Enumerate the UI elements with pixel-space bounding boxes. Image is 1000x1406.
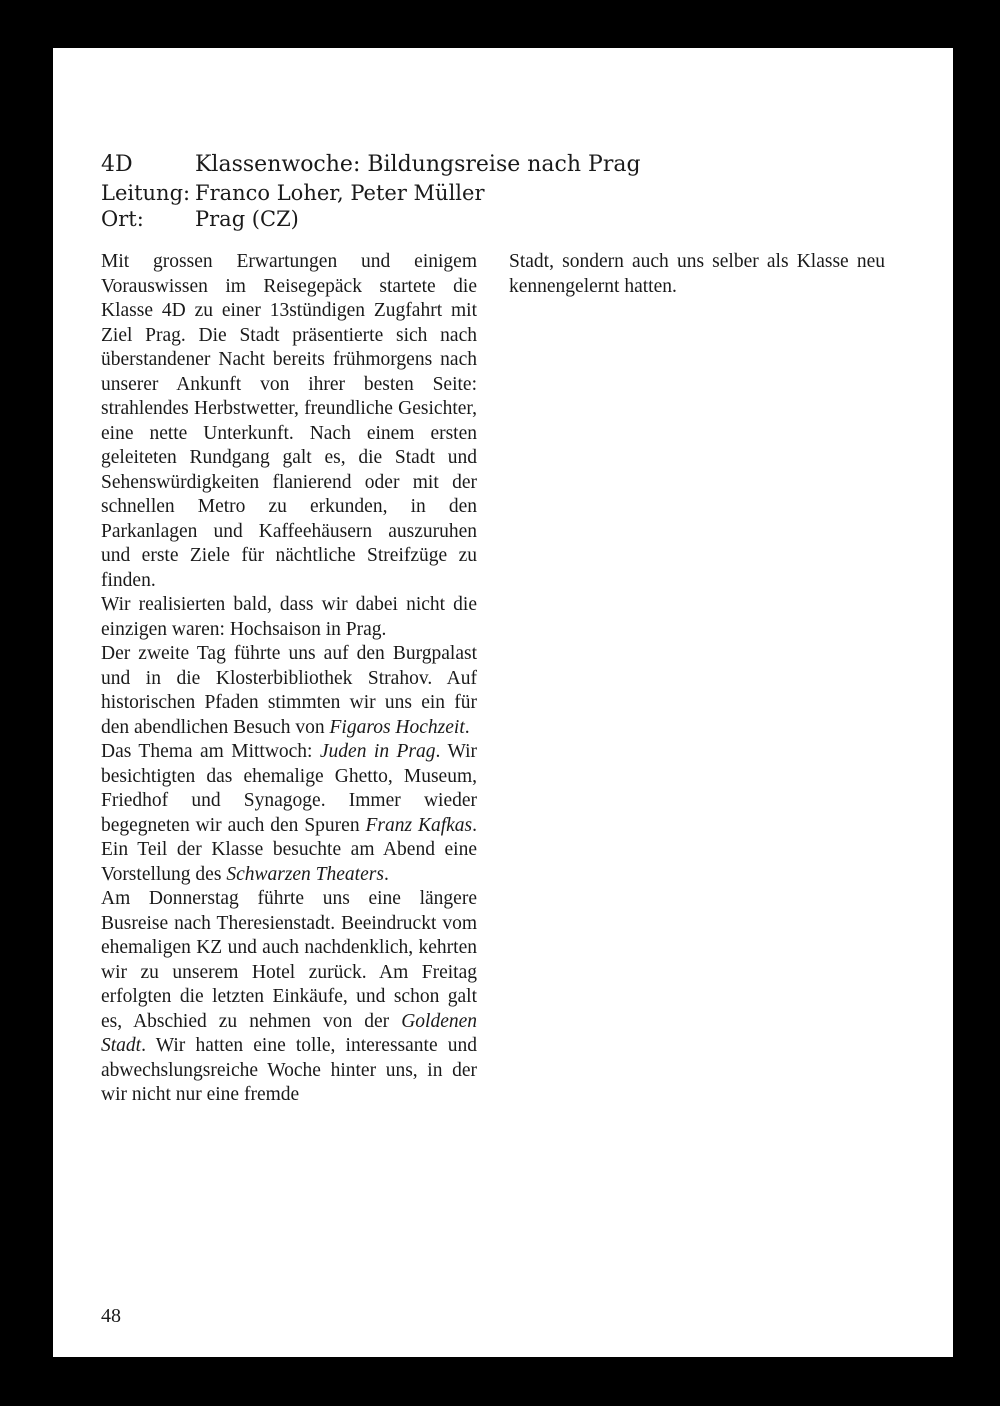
leitung-label: Leitung: (101, 181, 191, 205)
ort-label: Ort: (101, 207, 144, 231)
text-column-left (101, 250, 477, 1108)
page-number: 48 (101, 1305, 121, 1327)
golden-city: Goldenen Stadt (101, 1010, 477, 1056)
paragraph-high-season: Wir realisierten bald, dass wir dabei nicht die einzigen waren: Hochsaison in Prag. (101, 594, 477, 640)
name-franz-kafka: Franz Kafkas (365, 814, 473, 836)
ort-row (101, 206, 641, 232)
theme-juden-in-prag: Juden in Prag (319, 741, 436, 762)
leitung-row (101, 180, 641, 206)
article-title: Klassenwoche: Bildungsreise nach Prag (195, 152, 641, 177)
opera-title: Figaros Hochzeit (329, 716, 465, 738)
paragraph-conclusion: Stadt, sondern auch uns selber als Klasse neu kennengelernt hatten. (509, 251, 885, 297)
text-column-right (509, 250, 885, 299)
theater-name: Schwarzen Theaters (226, 863, 384, 885)
paragraph-wednesday: Das Thema am Mittwoch: Juden in Prag. Wir besichtigten das ehemalige Ghetto, Museum, Friedhof und Synagoge. Immer wieder begegneten wir auch den Spuren Franz Kafkas. Ein Teil der Klasse besuchte am Abend eine Vorstellung des Schwarzen Theaters. (101, 741, 477, 885)
paragraph-day-two: Der zweite Tag führte uns auf den Burgpalast und in die Klosterbibliothek Strahov. Auf historischen Pfaden stimmten wir uns ein für den abendlichen Besuch von Figaros Hochzeit. (101, 643, 477, 738)
leitung-value: Franco Loher, Peter Müller (195, 181, 485, 205)
title-row (101, 150, 641, 180)
ort-value: Prag (CZ) (195, 207, 299, 231)
paragraph-thursday-friday: Am Donnerstag führte uns eine längere Busreise nach Theresienstadt. Beeindruckt vom ehemaligen KZ und auch nachdenklich, kehrten wir zu unserem Hotel zurück. Am Freitag erfolgten die letzten Einkäufe, und schon galt es, Abschied zu nehmen von der Goldenen Stadt. Wir hatten eine tolle, interessante und abwechslungsreiche Woche hinter uns, in der wir nicht nur eine fremde (101, 888, 477, 1105)
document-page (53, 48, 953, 1357)
paragraph-arrival: Mit grossen Erwartungen und einigem Vorauswissen im Reisegepäck startete die Klasse 4D zu einer 13stündigen Zugfahrt mit Ziel Prag. Die Stadt präsentierte sich nach überstandener Nacht bereits frühmorgens nach unserer Ankunft von ihrer besten Seite: strahlendes Herbstwetter, freundliche Gesichter, eine nette Unterkunft. Nach einem ersten geleiteten Rundgang galt es, die Stadt und Sehenswürdigkeiten flanierend oder mit der schnellen Metro zu erkunden, in den Parkanlagen und Kaffeehäusern auszuruhen und erste Ziele für nächtliche Streifzüge zu finden. (101, 251, 477, 591)
class-code: 4D (101, 152, 133, 177)
article-header (101, 150, 641, 232)
